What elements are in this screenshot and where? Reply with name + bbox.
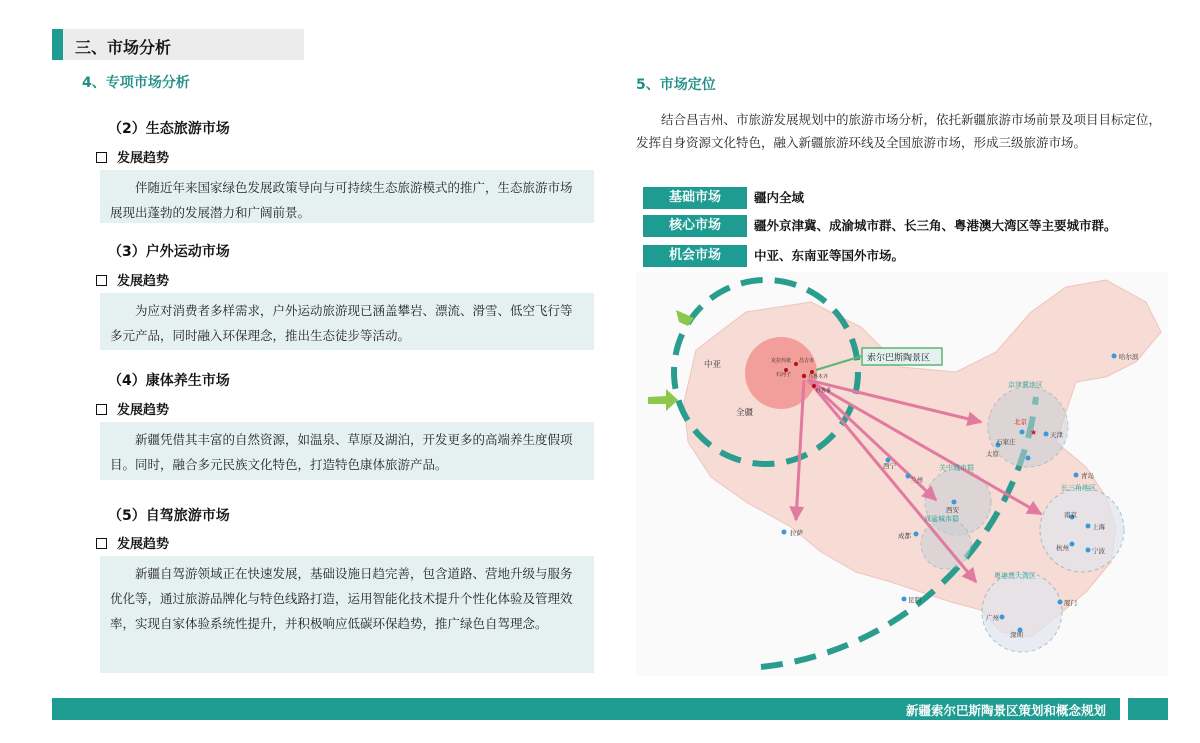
- cluster-label-chengyu: 成渝城市群: [924, 515, 959, 523]
- svg-text:厦门: 厦门: [1064, 599, 1077, 607]
- right-subtitle: 5、市场定位: [636, 77, 716, 93]
- cluster-label-gba: 粤港澳大湾区: [994, 572, 1036, 580]
- svg-text:哈尔滨: 哈尔滨: [1119, 353, 1139, 361]
- market-text-outdoor: 为应对消费者多样需求，户外运动旅游现已涵盖攀岩、漂流、滑雪、低空飞行等多元产品，同时融入环保理念，推出生态徒步等活动。: [100, 293, 594, 350]
- tier-text-base: 疆内全域: [754, 190, 805, 205]
- checkbox-icon: [96, 404, 107, 415]
- market-heading-outdoor: （3）户外运动市场: [108, 244, 230, 260]
- checkbox-icon: [96, 275, 107, 286]
- region-label-central-asia: 中亚: [704, 360, 722, 370]
- svg-text:深圳: 深圳: [1010, 631, 1023, 639]
- section-header-accent: [52, 29, 63, 60]
- cluster-gba: [982, 572, 1062, 652]
- footer-title: 新疆索尔巴斯陶景区策划和概念规划: [905, 703, 1106, 718]
- market-heading-wellness: （4）康体养生市场: [108, 373, 230, 389]
- market-heading-eco: （2）生态旅游市场: [108, 121, 230, 137]
- svg-text:西宁: 西宁: [883, 462, 896, 470]
- svg-text:拉萨: 拉萨: [790, 529, 803, 537]
- svg-text:昌吉市: 昌吉市: [799, 358, 815, 364]
- svg-text:成都: 成都: [898, 532, 911, 540]
- trend-label-outdoor: 发展趋势: [96, 270, 169, 289]
- svg-text:杭州: 杭州: [1056, 544, 1069, 552]
- svg-text:乌鲁木齐: 乌鲁木齐: [808, 374, 829, 380]
- svg-text:吐鲁番: 吐鲁番: [816, 388, 832, 394]
- svg-text:青岛: 青岛: [1081, 472, 1094, 480]
- svg-text:昆明: 昆明: [908, 596, 921, 604]
- cluster-label-jingjinji: 京津冀地区: [1008, 381, 1043, 389]
- market-map: [636, 272, 1168, 676]
- left-subtitle: 4、专项市场分析: [82, 75, 190, 91]
- svg-text:南京: 南京: [1064, 511, 1077, 519]
- cluster-label-yangtze: 长三角地区: [1061, 484, 1096, 492]
- region-label-xinjiang: 全疆: [736, 408, 754, 418]
- market-text-eco: 伴随近年来国家绿色发展政策导向与可持续生态旅游模式的推广，生态旅游市场展现出蓬勃的发展潜力和广阔前景。: [100, 170, 594, 223]
- market-text-wellness: 新疆凭借其丰富的自然资源，如温泉、草原及湖泊，开发更多的高端养生度假项目。同时，融合多元民族文化特色，打造特色康体旅游产品。: [100, 422, 594, 480]
- svg-text:西安: 西安: [946, 506, 959, 514]
- svg-text:石河子: 石河子: [776, 372, 792, 378]
- callout-label: 索尔巴斯陶景区: [867, 353, 931, 364]
- market-positioning-intro: 结合昌吉州、市旅游发展规划中的旅游市场分析，依托新疆旅游市场前景及项目目标定位，发挥自身资源文化特色，融入新疆旅游环线及全国旅游市场，形成三级旅游市场。: [636, 112, 1162, 150]
- section-title: 三、市场分析: [75, 38, 172, 57]
- trend-label-eco: 发展趋势: [96, 147, 169, 166]
- svg-text:石家庄: 石家庄: [996, 438, 1016, 446]
- cluster-yangtze: [1040, 488, 1124, 572]
- tier-label-core: 核心市场: [643, 215, 747, 237]
- market-heading-selfdrive: （5）自驾旅游市场: [108, 508, 230, 524]
- cluster-jingjinji: [988, 387, 1068, 467]
- star-beijing-icon: ★: [1030, 428, 1038, 437]
- cluster-label-guanzhong: 关中城市群: [939, 464, 974, 472]
- svg-text:太原: 太原: [986, 450, 999, 458]
- svg-text:上海: 上海: [1092, 523, 1105, 531]
- tier-label-opportunity: 机会市场: [643, 245, 747, 267]
- market-text-selfdrive: 新疆自驾游领域正在快速发展，基础设施日趋完善，包含道路、营地升级与服务优化等，通过旅游品牌化与特色线路打造，运用智能化技术提升个性化体验及管理效率，实现自家体验系统性提升，并积极响应低碳环保趋势，推广绿色自驾理念。: [100, 556, 594, 673]
- tier-text-core: 疆外京津冀、成渝城市群、长三角、粤港澳大湾区等主要城市群。: [754, 218, 1117, 233]
- checkbox-icon: [96, 538, 107, 549]
- svg-text:北京: 北京: [1014, 418, 1027, 426]
- svg-text:天津: 天津: [1050, 431, 1063, 439]
- tier-label-base: 基础市场: [643, 187, 747, 209]
- svg-text:兰州: 兰州: [910, 476, 923, 484]
- trend-label-selfdrive: 发展趋势: [96, 533, 169, 552]
- tier-text-opportunity: 中亚、东南亚等国外市场。: [754, 248, 905, 263]
- svg-text:克拉玛依: 克拉玛依: [771, 358, 792, 364]
- checkbox-icon: [96, 152, 107, 163]
- svg-text:广州: 广州: [986, 614, 999, 622]
- svg-text:宁波: 宁波: [1092, 547, 1105, 555]
- trend-label-wellness: 发展趋势: [96, 399, 169, 418]
- footer-end-block: [1128, 698, 1168, 720]
